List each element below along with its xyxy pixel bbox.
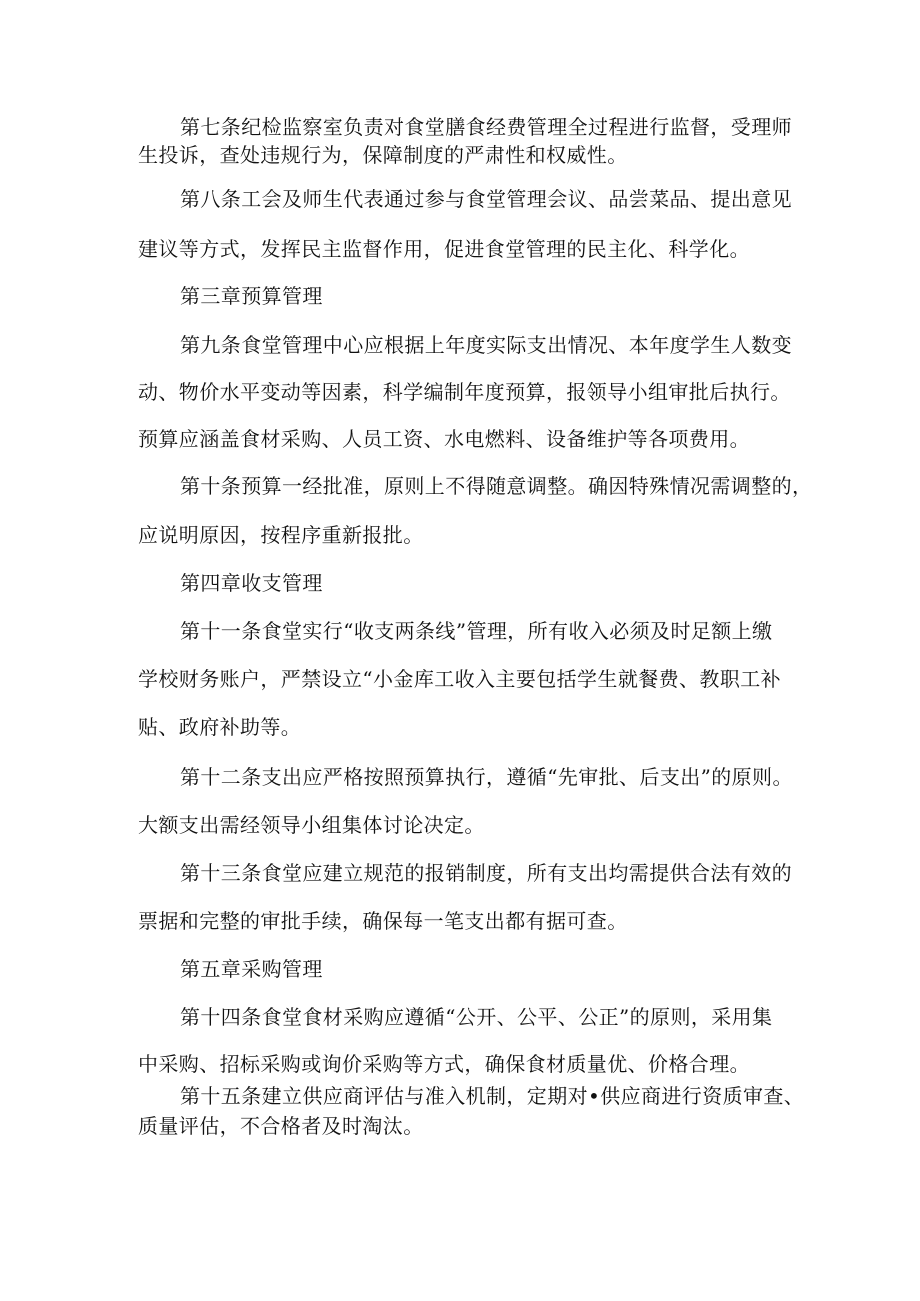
chapter-5-heading: 第五章采购管理 — [180, 957, 323, 981]
article-10-line-2: 应说明原因，按程序重新报批。 — [138, 523, 424, 547]
article-15-line-2: 质量评估，不合格者及时淘汰。 — [138, 1114, 424, 1138]
article-11-line-2: 学校财务账户，严禁设立“小金库工收入主要包括学生就餐费、教职工补 — [138, 667, 782, 691]
article-13-line-1: 第十三条食堂应建立规范的报销制度，所有支出均需提供合法有效的 — [180, 861, 792, 885]
article-8-line-1: 第八条工会及师生代表通过参与食堂管理会议、品尝菜品、提出意见 — [180, 187, 792, 211]
article-10-line-1: 第十条预算一经批准，原则上不得随意调整。确因特殊情况需调整的， — [180, 474, 813, 498]
article-12-line-1: 第十二条支出应严格按照预算执行，遵循“先审批、后支出”的原则。 — [180, 765, 793, 789]
chapter-4-heading: 第四章收支管理 — [180, 571, 323, 595]
article-14-line-1: 第十四条食堂食材采购应遵循“公开、公平、公正”的原则，采用集 — [180, 1005, 773, 1029]
article-11-line-3: 贴、政府补助等。 — [138, 715, 302, 739]
article-9-line-2: 动、物价水平变动等因素，科学编制年度预算，报领导小组审批后执行。 — [138, 380, 791, 404]
article-7-line-1: 第七条纪检监察室负责对食堂膳食经费管理全过程进行监督，受理师 — [180, 115, 792, 139]
article-14-line-2: 中采购、招标采购或询价采购等方式，确保食材质量优、价格合理。 — [138, 1052, 750, 1076]
article-7-line-2: 生投诉，查处违规行为，保障制度的严肃性和权威性。 — [138, 143, 628, 167]
article-9-line-1: 第九条食堂管理中心应根据上年度实际支出情况、本年度学生人数变 — [180, 333, 792, 357]
article-8-line-2: 建议等方式，发挥民主监督作用，促进食堂管理的民主化、科学化。 — [138, 237, 750, 261]
article-9-line-3: 预算应涵盖食材采购、人员工资、水电燃料、设备维护等各项费用。 — [138, 427, 750, 451]
chapter-3-heading: 第三章预算管理 — [180, 284, 323, 308]
article-12-line-2: 大额支出需经领导小组集体讨论决定。 — [138, 813, 485, 837]
article-11-line-1: 第十一条食堂实行“收支两条线”管理，所有收入必须及时足额上缴 — [180, 619, 773, 643]
article-15-line-1: 第十五条建立供应商评估与准入机制，定期对•供应商进行资质审查、 — [180, 1084, 805, 1108]
article-13-line-2: 票据和完整的审批手续，确保每一笔支出都有据可查。 — [138, 909, 628, 933]
